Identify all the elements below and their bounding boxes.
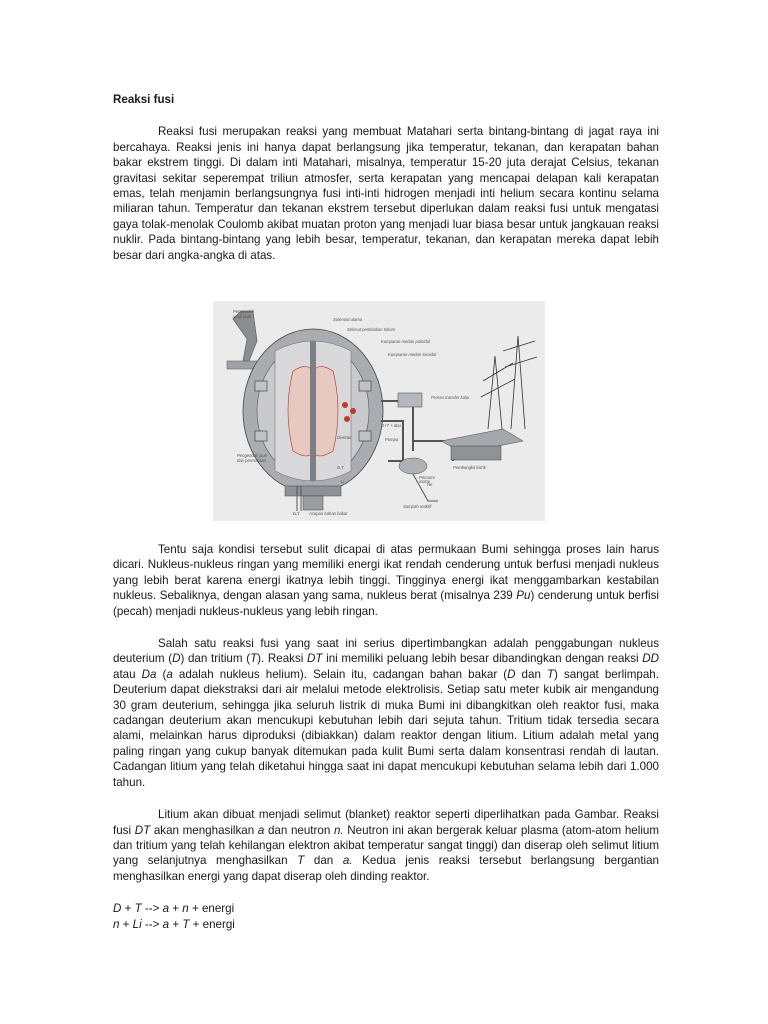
p3-text: ) sangat berlimpah. Deuterium dapat diekstraksi dari air melalui metode elektrolisis. Setiap satu meter kubik air mengandung 30 gram deuterium, sehingga jika seluruh listrik di muka Bumi ini dibangkitkan oleh reaktor fusi, maka cadangan deuterium akan mencukupi kebutuhan lebih dari sejuta tahun. Tritium tidak tersedia secara alami, melainkan harus diproduksi (dibiakkan) dalam reaktor dengan litium. Litium adalah metal yang paling ringan yang cukup banyak ditemukan pada kulit Bumi serta dalam konsentrasi rendah di lautan. Cadangan litium yang telah diketahui hingga saat ini dapat mencukupi kebutuhan selama lebih dari 1.000 tahun.	[113, 667, 659, 789]
dt-symbol: DT	[134, 823, 151, 837]
figure-label-remote-control: Pengendali jauh	[237, 453, 268, 458]
p4-text: dan neutron	[264, 823, 334, 837]
a-symbol: a.	[342, 854, 353, 868]
figure-label-dt-bottom: D,T	[293, 511, 300, 516]
da-symbol: Da	[141, 667, 157, 681]
f1-n: n	[182, 902, 189, 916]
f1-op: +	[121, 902, 135, 916]
p4-text: Neutron ini akan bergerak keluar plasma (atom-atom helium dan tritium yang telah kehilangan elektron akibat temperatur sangat tinggi) dan diserap oleh selimut litium yang selanjutnya menghasilkan	[113, 823, 659, 868]
fusion-reactor-figure	[213, 301, 545, 521]
d-symbol: D	[507, 667, 516, 681]
p4-text: dan	[304, 854, 343, 868]
f2-arrow: -->	[141, 917, 163, 931]
figure-label-li: Li	[341, 479, 345, 484]
f1-d: D	[113, 902, 122, 916]
p4-text: akan menghasilkan	[150, 823, 258, 837]
p3-text: adalah nukleus helium). Selain itu, cadangan bahan bakar (	[172, 667, 508, 681]
figure-label-fuel-intake: Asupan bahan bakar	[309, 511, 348, 516]
figure-label-remote-control-2: dari permukaan	[237, 458, 267, 463]
f1-arrow: -->	[141, 902, 163, 916]
figure-label-purifier-2: isotop	[419, 479, 431, 484]
figure-label-reactive-waste: Sampah reaktif	[403, 504, 432, 509]
f2-t: T	[182, 917, 190, 931]
reaction-formulas	[113, 901, 659, 932]
f1-op: +	[169, 902, 183, 916]
formula-1	[113, 901, 659, 916]
t-symbol: T	[250, 652, 258, 666]
figure-label-remote-handler-2: jarak jauh	[233, 314, 252, 319]
figure-label-pump: Pompa	[385, 437, 399, 442]
figure-label-power-plant: Pembangkit listrik	[453, 465, 486, 470]
pu-symbol: Pu	[516, 589, 531, 603]
reactor-illustration	[213, 301, 545, 521]
paragraph-1-text: Reaksi fusi merupakan reaksi yang membuat Matahari serta bintang-bintang di jagat raya ini bercahaya. Reaksi jenis ini hanya dapat berlangsung jika temperatur, tekanan, dan kerapatan bahan bakar ekstrem tinggi. Di dalam inti Matahari, misalnya, temperatur 15-20 juta derajat Celsius, tekanan gravitasi sekitar seperempat triliun atmosfer, serta kerapatan yang mencapai delapan kali kerapatan emas, telah menjamin berlangsungnya fusi inti-inti hidrogen menjadi inti helium secara kontinu selama miliaran tahun. Temperatur dan tekanan ekstrem tersebut diperlukan dalam reaksi fusi untuk mengatasi gaya tolak-menolak Coulomb akibat muatan proton yang menjadi luar biasa besar untuk jangkauan reaksi nuklir. Pada bintang-bintang yang lebih besar, temperatur, tekanan, dan kerapatan mereka dapat lebih besar dari angka-angka di atas.	[113, 125, 659, 262]
t-symbol: T	[297, 854, 305, 868]
dd-symbol: DD	[642, 652, 659, 666]
figure-label-toroidal-coil: Kumparan medan toroidal	[388, 352, 437, 357]
document-bottom	[113, 542, 659, 932]
f1-t: T	[134, 902, 142, 916]
f2-op: +	[169, 917, 183, 931]
f1-a: a	[162, 902, 170, 916]
a-symbol: a	[257, 823, 265, 837]
n-symbol: n.	[333, 823, 344, 837]
p3-text: ). Reaksi	[257, 652, 307, 666]
figure-label-he: He	[427, 482, 433, 487]
p3-text: atau	[113, 667, 142, 681]
p3-text: dan	[515, 667, 547, 681]
paragraph-3	[113, 636, 659, 790]
f2-n: n	[113, 917, 120, 931]
paragraph-1	[113, 124, 659, 263]
f2-energy: + energi	[189, 917, 235, 931]
figure-label-tritium-blanket: Selimut pembiakan tritium	[347, 327, 396, 332]
figure-label-poloidal-coil: Kumparan medan poloidal	[381, 339, 430, 344]
p4-text: Kedua jenis reaksi tersebut berlangsung bergantian menghasilkan energi yang dapat diserap oleh dinding reaktor.	[113, 854, 660, 883]
figure-label-remote-handler: Pengendali	[233, 309, 254, 314]
f2-a: a	[162, 917, 170, 931]
f2-li: Li	[132, 917, 142, 931]
p3-text: ) dan tritium (	[180, 652, 251, 666]
p4-text: Litium akan dibuat menjadi selimut (blanket) reaktor seperti diperlihatkan pada Gambar. Reaksi fusi	[113, 808, 659, 837]
figure-label-heat-transfer: Proses transfer kalor	[431, 395, 470, 400]
figure-label-divertor: Divertor	[337, 435, 352, 440]
section-heading: Reaksi fusi	[113, 93, 175, 106]
figure-label-central-solenoid: Solenoid utama	[333, 317, 363, 322]
paragraph-2-text: Tentu saja kondisi tersebut sulit dicapai di atas permukaan Bumi sehingga proses lain harus dicari. Nukleus-nukleus ringan yang memiliki energi ikat rendah cenderung untuk berfusi menjadi nukleus yang lebih berat karena energi ikatnya lebih tinggi. Tingginya energi ikat menggambarkan kestabilan nukleus. Sebaliknya, dengan alasan yang sama, nukleus berat (misalnya 239	[113, 543, 659, 603]
paragraph-2	[113, 542, 659, 619]
a-symbol: a	[166, 667, 173, 681]
p3-text: Salah satu reaksi fusi yang saat ini serius dipertimbangkan adalah penggabungan nukleus deuterium (	[113, 637, 659, 666]
p3-text: (	[156, 667, 167, 681]
p3-text: ini memiliki peluang lebih besar dibandingkan dengan reaksi	[322, 652, 643, 666]
paragraph-4	[113, 807, 659, 884]
d-symbol: D	[172, 652, 181, 666]
figure-label-dt-ash: D+T + abu	[381, 423, 401, 428]
t-symbol: T	[546, 667, 555, 681]
document-top	[113, 92, 659, 280]
dt-symbol: DT	[307, 652, 323, 666]
figure-label-purifier: Pemurni	[419, 475, 435, 480]
f1-energy: + energi	[188, 902, 235, 916]
formula-2	[113, 917, 659, 932]
f2-op: +	[119, 917, 133, 931]
paragraph-2-text-2: ) cenderung untuk berfisi (pecah) menjadi nukleus-nukleus yang lebih ringan.	[113, 589, 660, 618]
figure-label-dt: D,T	[337, 465, 344, 470]
